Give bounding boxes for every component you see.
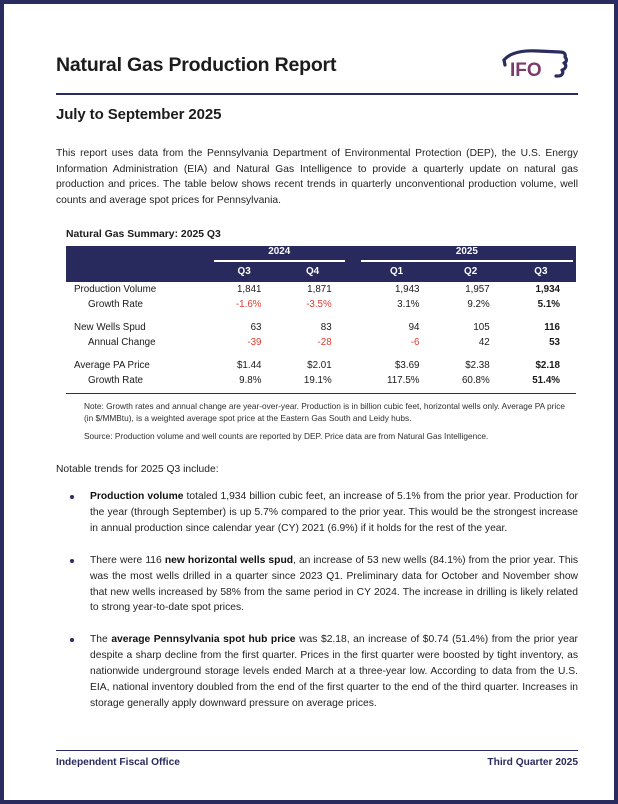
table-cell-gap [348, 320, 358, 335]
table-cell: 9.8% [239, 374, 262, 386]
ifo-pennsylvania-logo [500, 46, 572, 88]
table-row-label: Average PA Price [74, 359, 150, 371]
footer-row [56, 757, 578, 768]
table-row-label: Growth Rate [88, 374, 143, 386]
table-cell: 1,943 [394, 283, 420, 295]
trend-item [56, 553, 578, 616]
table-cell: -28 [317, 336, 332, 348]
table-cell-gap [348, 335, 358, 350]
table-cell: 105 [473, 321, 490, 333]
trend-text-pre: There were 116 [90, 554, 165, 566]
intro-paragraph: This report uses data from the Pennsylvania Department of Environmental Protection (DEP), the U.S. Energy Information Administration (EIA) and Natural Gas Intelligence to provide a quarterly update on natural gas production and prices. The table below shows recent trends in quarterly unconventional production volume, well counts and average spot prices for Pennsylvania. [56, 148, 578, 206]
group-header-row [66, 246, 576, 263]
table-cell-gap [348, 358, 358, 373]
column-header-2025-q2: Q2 [436, 263, 506, 282]
table-row-spacer [66, 350, 576, 358]
table-row-label: Annual Change [88, 336, 156, 348]
table-caption: Natural Gas Summary: 2025 Q3 [66, 228, 221, 240]
footer-divider [56, 750, 578, 751]
table-cell: 63 [250, 321, 262, 333]
table-source: Source: Production volume and well counts are reported by DEP. Price data are from Natural Gas Intelligence. [84, 431, 489, 442]
column-header-2025-q1: Q1 [358, 263, 436, 282]
logo-text: IFO [510, 60, 542, 81]
bullet-icon [70, 559, 74, 563]
title-divider [56, 93, 578, 95]
table-head [66, 246, 576, 282]
trend-text-pre: The [90, 634, 112, 646]
table-cell: -1.6% [235, 298, 262, 310]
table-cell: 5.1% [537, 298, 560, 310]
trend-text: totaled 1,934 billion cubic feet, an increase of 5.1% from the prior year. Production for the year (through September) is up 5.7% compared to the prior year. This would be the strongest increase in annual production since calendar year (CY) 2021 (6.9%) if it holds for the rest of the year. [90, 491, 578, 535]
table-cell: -6 [410, 336, 420, 348]
group-header-2024 [211, 246, 348, 263]
quarter-header-row [66, 263, 576, 282]
table-cell-gap [348, 282, 358, 297]
table-row [66, 297, 576, 312]
trends-list [56, 489, 578, 711]
trend-text: was $2.18, an increase of $0.74 (51.4%) from the prior year despite a sharp decline from the first quarter. Prices in the first quarter were boosted by tight inventory, as nationwide underground storage levels ended March at a three-year low. According to data from the U.S. EIA, national inventory doubled from the end of the first quarter to the end of the third quarter. Increases in storage generally apply downward pressure on average prices. [90, 634, 578, 709]
table-cell-gap [348, 297, 358, 312]
table-cell: $3.69 [394, 359, 420, 371]
report-subtitle: July to September 2025 [56, 106, 222, 123]
natural-gas-summary-table [66, 246, 576, 388]
table-row [66, 335, 576, 350]
table-row [66, 358, 576, 373]
table-cell: 51.4% [532, 374, 560, 386]
quarter-header-blank [66, 263, 211, 282]
trend-highlight: Production volume [90, 491, 184, 503]
table-cell: 116 [544, 321, 560, 333]
table-cell: 1,841 [236, 283, 262, 295]
table-cell: 94 [408, 321, 420, 333]
table-cell-gap [348, 373, 358, 388]
table-row-label: Growth Rate [88, 298, 143, 310]
footer-organization: Independent Fiscal Office [56, 757, 180, 768]
bullet-icon [70, 638, 74, 642]
summary-table-section [56, 229, 578, 443]
table-notes [66, 400, 576, 443]
table-cell: $2.01 [307, 359, 332, 371]
masthead [56, 48, 578, 90]
quarter-header-gap [348, 263, 358, 282]
table-bottom-divider [66, 393, 576, 394]
table-cell: 1,871 [307, 283, 332, 295]
table-cell: -3.5% [306, 298, 332, 310]
table-row-label: Production Volume [74, 283, 157, 295]
table-cell: 3.1% [397, 298, 420, 310]
table-row [66, 320, 576, 335]
trend-item [56, 489, 578, 537]
table-body [66, 282, 576, 388]
group-header-gap [348, 246, 358, 263]
table-cell: 19.1% [303, 374, 332, 386]
trend-highlight: average Pennsylvania spot hub price [111, 634, 296, 646]
table-cell: 9.2% [467, 298, 490, 310]
table-note: Note: Growth rates and annual change are year-over-year. Production is in billion cubic feet, horizontal wells only. Average PA price (in $/MMBtu), is a weighted average spot price at the Eastern Gas South and Leidy hubs. [84, 400, 566, 423]
table-cell: $2.38 [465, 359, 490, 371]
column-header-2025-q3: Q3 [506, 263, 576, 282]
page-content [56, 4, 578, 800]
group-header-blank [66, 246, 211, 263]
column-header-2024-q3: Q3 [211, 263, 278, 282]
table-cell: 53 [549, 336, 560, 348]
trend-highlight: new horizontal wells spud [164, 554, 294, 566]
page-title: Natural Gas Production Report [56, 54, 337, 76]
table-row-label: New Wells Spud [74, 321, 146, 333]
column-header-2024-q4: Q4 [277, 263, 347, 282]
group-header-2024-label: 2024 [214, 246, 345, 262]
trends-lead: Notable trends for 2025 Q3 include: [56, 464, 219, 476]
table-cell: $1.44 [236, 359, 262, 371]
page-footer [56, 750, 578, 768]
table-cell: $2.18 [535, 359, 560, 371]
group-header-2025 [358, 246, 576, 263]
trend-text: , an increase of 53 new wells (84.1%) from the prior year. This was the most wells drilled in a quarter since 2023 Q1. Preliminary data for October and November show that new wells increased by 58% from the same period in CY 2024. The increase in drilling is likely related to strong year-to-date spot prices. [90, 554, 578, 614]
group-header-2025-label: 2025 [361, 246, 573, 262]
table-row [66, 282, 576, 297]
table-cell: 83 [320, 321, 332, 333]
table-row [66, 373, 576, 388]
table-cell: 1,957 [465, 283, 490, 295]
table-cell: 1,934 [535, 283, 560, 295]
footer-period: Third Quarter 2025 [487, 757, 578, 768]
table-cell: -39 [247, 336, 262, 348]
table-cell: 117.5% [387, 374, 420, 386]
table-cell: 42 [478, 336, 490, 348]
table-cell: 60.8% [461, 374, 490, 386]
table-row-spacer [66, 312, 576, 320]
bullet-icon [70, 495, 74, 499]
trend-item [56, 632, 578, 711]
